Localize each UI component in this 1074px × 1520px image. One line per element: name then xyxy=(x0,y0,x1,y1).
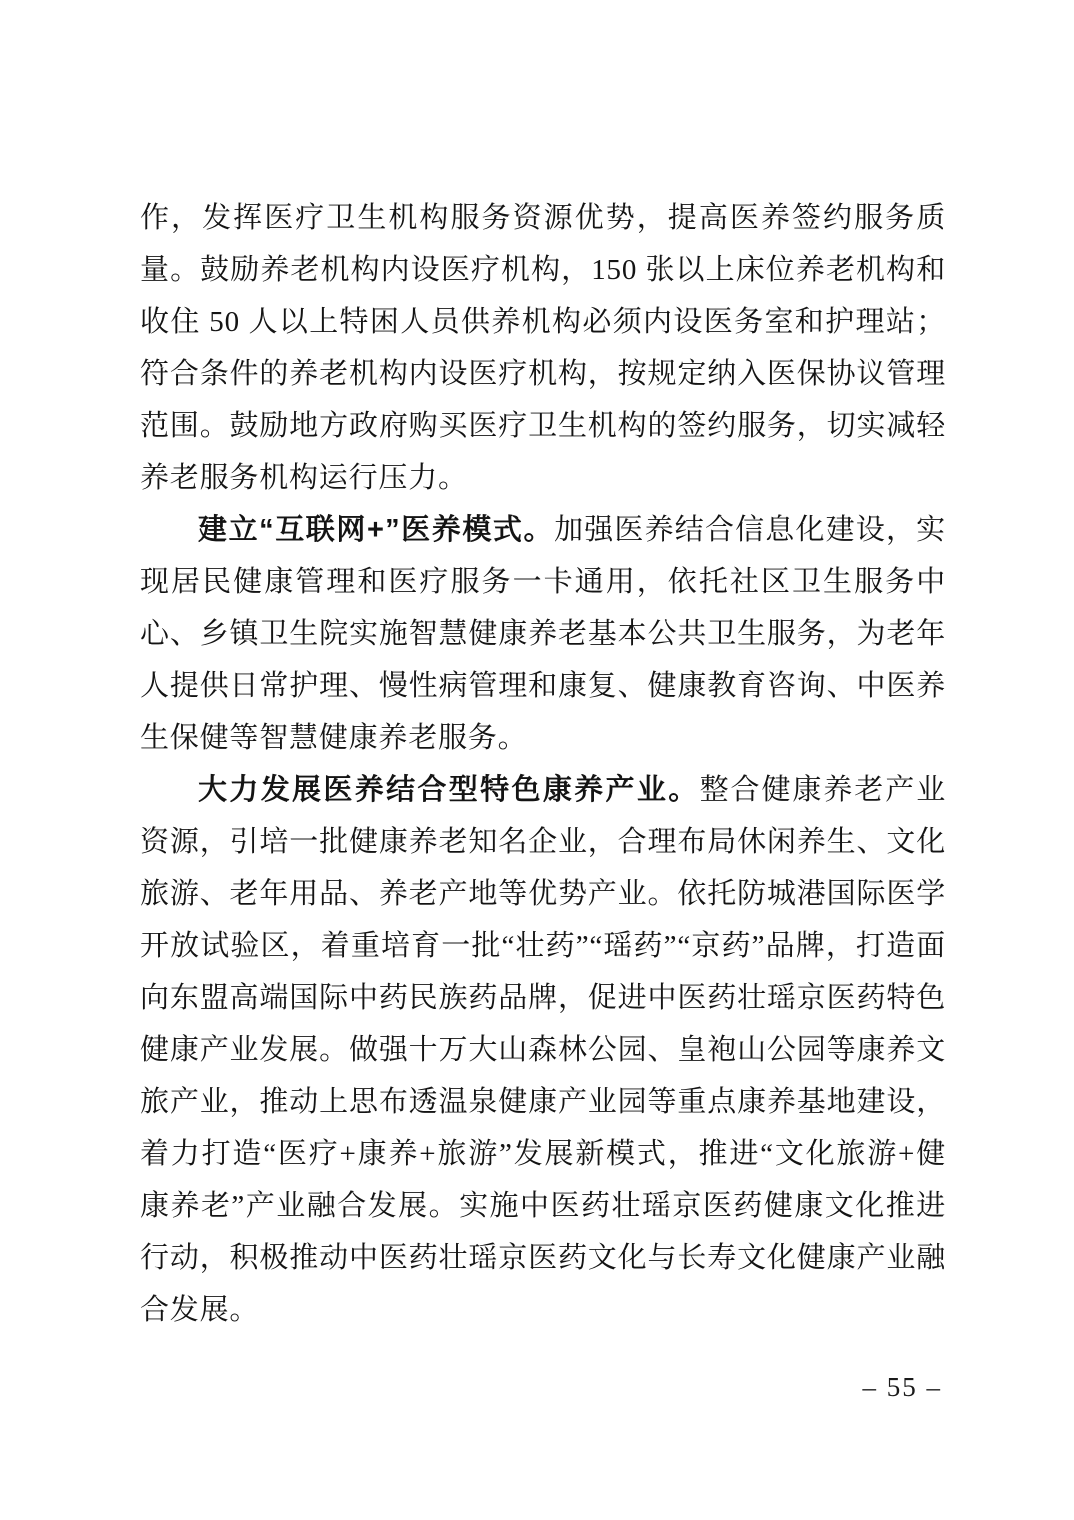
paragraph-lead: 大力发展医养结合型特色康养产业。 xyxy=(198,774,700,806)
paragraph-text: 作，发挥医疗卫生机构服务资源优势，提高医养签约服务质量。鼓励养老机构内设医疗机构，150 张以上床位养老机构和收住 50 人以上特困人员供养机构必须内设医务室和护理站；符合条件的养老机构内设医疗机构，按规定纳入医保协议管理范围。鼓励地方政府购买医疗卫生机构的签约服务，切实减轻养老服务机构运行压力。 xyxy=(140,202,946,494)
paragraph-internet-plus-model xyxy=(140,504,946,764)
paragraph-continuation xyxy=(140,192,946,504)
document-body xyxy=(140,192,946,1336)
paragraph-text: 加强医养结合信息化建设，实现居民健康管理和医疗服务一卡通用，依托社区卫生服务中心、乡镇卫生院实施智慧健康养老基本公共卫生服务，为老年人提供日常护理、慢性病管理和康复、健康教育咨询、中医养生保健等智慧健康养老服务。 xyxy=(140,514,946,754)
paragraph-lead: 建立“互联网+”医养模式。 xyxy=(198,514,555,546)
paragraph-health-industry xyxy=(140,764,946,1336)
page-number: – 55 – xyxy=(862,1372,942,1402)
paragraph-text: 整合健康养老产业资源，引培一批健康养老知名企业，合理布局休闲养生、文化旅游、老年用品、养老产地等优势产业。依托防城港国际医学开放试验区，着重培育一批“壮药”“瑶药”“京药”品牌，打造面向东盟高端国际中药民族药品牌，促进中医药壮瑶京医药特色健康产业发展。做强十万大山森林公园、皇袍山公园等康养文旅产业，推动上思布透温泉健康产业园等重点康养基地建设，着力打造“医疗+康养+旅游”发展新模式，推进“文化旅游+健康养老”产业融合发展。实施中医药壮瑶京医药健康文化推进行动，积极推动中医药壮瑶京医药文化与长寿文化健康产业融合发展。 xyxy=(140,774,946,1326)
